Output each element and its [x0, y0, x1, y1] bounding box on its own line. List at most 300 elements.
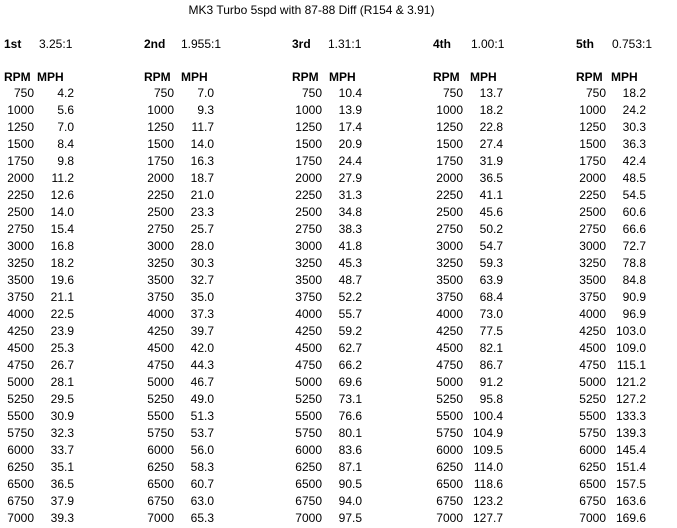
- table-row: [144, 255, 274, 272]
- table-row: [433, 476, 563, 493]
- table-row: [144, 323, 274, 340]
- mph-value: 4.2: [57, 86, 74, 100]
- table-row: [576, 391, 677, 408]
- rpm-value: 6500: [7, 477, 34, 491]
- table-row: [292, 272, 422, 289]
- mph-value: 54.5: [622, 188, 646, 202]
- gear-ratio: 1.955:1: [181, 37, 222, 51]
- rpm-value: 5000: [7, 375, 34, 389]
- mph-value: 91.2: [479, 375, 503, 389]
- rpm-value: 1500: [579, 137, 606, 151]
- rpm-value: 750: [585, 86, 606, 100]
- rpm-value: 1000: [436, 103, 463, 117]
- table-row: [576, 187, 677, 204]
- table-row: [433, 119, 563, 136]
- table-row: [144, 136, 274, 153]
- mph-header: MPH: [611, 70, 638, 84]
- table-row: [576, 102, 677, 119]
- mph-value: 39.3: [50, 511, 74, 525]
- rpm-value: 4500: [295, 341, 322, 355]
- rpm-value: 2750: [436, 222, 463, 236]
- mph-value: 45.3: [338, 256, 362, 270]
- rpm-value: 2250: [147, 188, 174, 202]
- gear-column-4th: [433, 37, 563, 527]
- table-row: [433, 323, 563, 340]
- gear-ratio: 1.31:1: [328, 37, 362, 51]
- rpm-value: 4750: [579, 358, 606, 372]
- mph-value: 22.8: [479, 120, 503, 134]
- column-headers: [576, 70, 677, 84]
- rpm-value: 5750: [7, 426, 34, 440]
- rpm-value: 2000: [295, 171, 322, 185]
- table-row: [576, 357, 677, 374]
- table-row: [144, 119, 274, 136]
- table-row: [144, 306, 274, 323]
- table-row: [433, 493, 563, 510]
- table-row: [144, 272, 274, 289]
- table-row: [576, 272, 677, 289]
- mph-value: 100.4: [472, 409, 503, 423]
- mph-value: 18.7: [190, 171, 214, 185]
- table-row: [4, 272, 134, 289]
- mph-value: 90.5: [338, 477, 362, 491]
- rpm-value: 1250: [147, 120, 174, 134]
- mph-value: 115.1: [616, 358, 646, 372]
- mph-value: 50.2: [479, 222, 503, 236]
- table-row: [576, 306, 677, 323]
- rpm-value: 6750: [7, 494, 34, 508]
- rpm-value: 5500: [295, 409, 322, 423]
- rpm-value: 6000: [579, 443, 606, 457]
- table-row: [4, 85, 134, 102]
- table-row: [292, 119, 422, 136]
- table-row: [292, 374, 422, 391]
- mph-value: 76.6: [338, 409, 362, 423]
- table-row: [4, 221, 134, 238]
- rpm-value: 3250: [7, 256, 34, 270]
- mph-value: 13.9: [338, 103, 362, 117]
- table-row: [433, 374, 563, 391]
- rpm-value: 2000: [7, 171, 34, 185]
- table-row: [292, 187, 422, 204]
- mph-value: 32.3: [50, 426, 74, 440]
- table-row: [292, 221, 422, 238]
- rpm-value: 1000: [7, 103, 34, 117]
- gear-heading: [433, 37, 563, 51]
- gear-heading: [576, 37, 677, 51]
- mph-value: 163.6: [615, 494, 646, 508]
- table-row: [433, 170, 563, 187]
- rpm-value: 1500: [147, 137, 174, 151]
- table-row: [4, 408, 134, 425]
- mph-value: 65.3: [190, 511, 214, 525]
- rpm-value: 750: [13, 86, 34, 100]
- table-row: [4, 255, 134, 272]
- rpm-value: 5500: [579, 409, 606, 423]
- page-title: [0, 3, 677, 17]
- rpm-value: 6500: [579, 477, 606, 491]
- mph-value: 31.9: [479, 154, 503, 168]
- mph-value: 96.9: [622, 307, 646, 321]
- table-row: [4, 170, 134, 187]
- rpm-value: 5000: [147, 375, 174, 389]
- rpm-header: RPM: [576, 70, 603, 84]
- rpm-value: 3000: [147, 239, 174, 253]
- table-row: [144, 374, 274, 391]
- mph-value: 56.0: [190, 443, 214, 457]
- rpm-value: 1000: [579, 103, 606, 117]
- mph-value: 8.4: [57, 137, 74, 151]
- rpm-value: 5000: [579, 375, 606, 389]
- rpm-value: 1500: [436, 137, 463, 151]
- mph-value: 37.9: [50, 494, 74, 508]
- mph-value: 28.1: [50, 375, 74, 389]
- table-row: [4, 136, 134, 153]
- mph-value: 169.6: [615, 511, 646, 525]
- mph-value: 30.3: [190, 256, 214, 270]
- rpm-value: 5250: [7, 392, 34, 406]
- rpm-value: 5250: [295, 392, 322, 406]
- mph-value: 145.4: [615, 443, 646, 457]
- rpm-value: 4500: [579, 341, 606, 355]
- mph-value: 104.9: [472, 426, 503, 440]
- table-row: [4, 204, 134, 221]
- mph-value: 24.2: [622, 103, 646, 117]
- rpm-value: 3750: [295, 290, 322, 304]
- rpm-value: 5000: [295, 375, 322, 389]
- table-row: [144, 221, 274, 238]
- table-row: [292, 102, 422, 119]
- mph-value: 46.7: [190, 375, 214, 389]
- rpm-value: 3250: [436, 256, 463, 270]
- mph-value: 60.6: [622, 205, 646, 219]
- table-row: [144, 510, 274, 527]
- mph-value: 30.3: [622, 120, 646, 134]
- rpm-value: 4250: [7, 324, 34, 338]
- mph-value: 118.6: [473, 477, 503, 491]
- mph-value: 58.3: [190, 460, 214, 474]
- rpm-value: 3000: [436, 239, 463, 253]
- table-row: [576, 204, 677, 221]
- rpm-value: 750: [301, 86, 322, 100]
- table-row: [292, 459, 422, 476]
- mph-value: 114.0: [473, 460, 503, 474]
- table-row: [576, 153, 677, 170]
- gear-ratio: 1.00:1: [471, 37, 505, 51]
- table-row: [4, 153, 134, 170]
- gear-heading: [292, 37, 422, 51]
- column-headers: [144, 70, 274, 84]
- rpm-value: 1500: [7, 137, 34, 151]
- rpm-value: 6000: [7, 443, 34, 457]
- table-row: [433, 459, 563, 476]
- mph-value: 16.3: [190, 154, 214, 168]
- table-row: [433, 187, 563, 204]
- mph-value: 25.7: [190, 222, 214, 236]
- rpm-value: 2000: [436, 171, 463, 185]
- rpm-value: 6500: [295, 477, 322, 491]
- rpm-value: 4000: [7, 307, 34, 321]
- rpm-value: 2250: [7, 188, 34, 202]
- mph-value: 24.4: [338, 154, 362, 168]
- rpm-value: 6000: [436, 443, 463, 457]
- table-row: [144, 204, 274, 221]
- rpm-value: 2500: [7, 205, 34, 219]
- gear-name: 4th: [433, 37, 451, 51]
- mph-value: 73.1: [338, 392, 362, 406]
- rpm-value: 3250: [295, 256, 322, 270]
- mph-value: 39.7: [190, 324, 214, 338]
- column-headers: [292, 70, 422, 84]
- mph-value: 18.2: [622, 86, 646, 100]
- rpm-value: 6500: [147, 477, 174, 491]
- table-row: [144, 289, 274, 306]
- mph-value: 13.7: [479, 86, 503, 100]
- table-row: [576, 340, 677, 357]
- mph-value: 77.5: [479, 324, 503, 338]
- rpm-value: 2500: [295, 205, 322, 219]
- rpm-value: 1000: [295, 103, 322, 117]
- table-row: [576, 255, 677, 272]
- rpm-value: 1750: [147, 154, 174, 168]
- table-row: [144, 408, 274, 425]
- mph-value: 9.8: [57, 154, 74, 168]
- rpm-value: 3500: [436, 273, 463, 287]
- rpm-value: 1250: [295, 120, 322, 134]
- mph-value: 42.4: [622, 154, 646, 168]
- gear-heading: [4, 37, 134, 51]
- mph-value: 26.7: [50, 358, 74, 372]
- rpm-value: 4750: [7, 358, 34, 372]
- mph-value: 12.6: [50, 188, 74, 202]
- mph-value: 66.6: [622, 222, 646, 236]
- mph-value: 69.6: [338, 375, 362, 389]
- mph-value: 18.2: [479, 103, 503, 117]
- table-row: [433, 408, 563, 425]
- table-row: [144, 442, 274, 459]
- rpm-value: 5500: [147, 409, 174, 423]
- table-row: [433, 391, 563, 408]
- table-row: [292, 340, 422, 357]
- table-row: [144, 85, 274, 102]
- rpm-value: 4000: [579, 307, 606, 321]
- rpm-value: 1750: [7, 154, 34, 168]
- mph-value: 11.7: [191, 120, 214, 134]
- rpm-value: 1250: [7, 120, 34, 134]
- rpm-value: 4500: [147, 341, 174, 355]
- mph-value: 28.0: [190, 239, 214, 253]
- table-row: [4, 323, 134, 340]
- mph-value: 36.5: [50, 477, 74, 491]
- rpm-value: 2500: [579, 205, 606, 219]
- mph-value: 21.0: [190, 188, 214, 202]
- rpm-value: 1250: [436, 120, 463, 134]
- rpm-value: 3500: [295, 273, 322, 287]
- gear-name: 2nd: [144, 37, 166, 51]
- mph-value: 7.0: [197, 86, 214, 100]
- table-row: [292, 170, 422, 187]
- rpm-value: 6750: [436, 494, 463, 508]
- mph-value: 95.8: [479, 392, 503, 406]
- table-row: [576, 85, 677, 102]
- rpm-value: 6250: [579, 460, 606, 474]
- rpm-value: 4250: [579, 324, 606, 338]
- table-row: [144, 102, 274, 119]
- rpm-value: 4000: [436, 307, 463, 321]
- mph-value: 59.3: [479, 256, 503, 270]
- table-row: [4, 442, 134, 459]
- table-row: [576, 221, 677, 238]
- rpm-value: 3500: [579, 273, 606, 287]
- mph-value: 15.4: [50, 222, 74, 236]
- table-row: [4, 391, 134, 408]
- mph-value: 41.8: [338, 239, 362, 253]
- mph-value: 45.6: [479, 205, 503, 219]
- mph-value: 18.2: [50, 256, 74, 270]
- table-row: [292, 510, 422, 527]
- table-row: [4, 459, 134, 476]
- table-row: [4, 289, 134, 306]
- rpm-value: 3750: [579, 290, 606, 304]
- mph-value: 14.0: [50, 205, 74, 219]
- table-row: [144, 170, 274, 187]
- rpm-value: 5750: [147, 426, 174, 440]
- table-row: [144, 391, 274, 408]
- rpm-value: 5250: [579, 392, 606, 406]
- table-row: [433, 272, 563, 289]
- table-row: [576, 170, 677, 187]
- table-row: [433, 221, 563, 238]
- title-text: MK3 Turbo 5spd with 87-88 Diff (R154 & 3.91): [188, 3, 435, 17]
- table-row: [144, 187, 274, 204]
- mph-value: 63.9: [479, 273, 503, 287]
- table-row: [576, 510, 677, 527]
- table-row: [433, 442, 563, 459]
- mph-value: 86.7: [479, 358, 503, 372]
- rpm-value: 6500: [436, 477, 463, 491]
- rpm-value: 4750: [295, 358, 322, 372]
- mph-value: 44.3: [190, 358, 214, 372]
- table-row: [4, 510, 134, 527]
- table-row: [576, 442, 677, 459]
- table-row: [433, 425, 563, 442]
- mph-value: 9.3: [197, 103, 214, 117]
- rpm-value: 6250: [7, 460, 34, 474]
- mph-header: MPH: [37, 70, 64, 84]
- table-row: [4, 306, 134, 323]
- mph-value: 90.9: [622, 290, 646, 304]
- mph-value: 127.2: [615, 392, 646, 406]
- rpm-value: 6250: [295, 460, 322, 474]
- table-row: [4, 425, 134, 442]
- mph-value: 62.7: [338, 341, 362, 355]
- mph-value: 109.5: [472, 443, 503, 457]
- table-row: [292, 357, 422, 374]
- table-row: [292, 493, 422, 510]
- rpm-value: 4250: [147, 324, 174, 338]
- table-row: [4, 340, 134, 357]
- table-row: [4, 238, 134, 255]
- mph-value: 103.0: [615, 324, 646, 338]
- mph-value: 20.9: [338, 137, 362, 151]
- rpm-value: 2000: [147, 171, 174, 185]
- mph-value: 42.0: [190, 341, 214, 355]
- rpm-value: 750: [442, 86, 463, 100]
- table-row: [433, 136, 563, 153]
- mph-value: 11.2: [51, 171, 74, 185]
- table-row: [292, 85, 422, 102]
- table-row: [144, 476, 274, 493]
- gear-heading: [144, 37, 274, 51]
- rpm-value: 4000: [147, 307, 174, 321]
- mph-value: 55.7: [338, 307, 362, 321]
- table-row: [576, 136, 677, 153]
- mph-value: 80.1: [338, 426, 362, 440]
- rpm-value: 4000: [295, 307, 322, 321]
- table-row: [576, 323, 677, 340]
- table-row: [292, 442, 422, 459]
- mph-value: 36.5: [479, 171, 503, 185]
- rpm-value: 2750: [147, 222, 174, 236]
- table-row: [576, 425, 677, 442]
- rpm-value: 4500: [436, 341, 463, 355]
- mph-value: 35.0: [190, 290, 214, 304]
- table-row: [4, 102, 134, 119]
- gear-column-3rd: [292, 37, 422, 527]
- rpm-value: 2250: [579, 188, 606, 202]
- table-row: [144, 153, 274, 170]
- rpm-value: 4750: [147, 358, 174, 372]
- rpm-value: 4750: [436, 358, 463, 372]
- mph-value: 83.6: [338, 443, 362, 457]
- table-row: [292, 476, 422, 493]
- rpm-value: 3000: [295, 239, 322, 253]
- mph-value: 49.0: [190, 392, 214, 406]
- rpm-value: 4500: [7, 341, 34, 355]
- rpm-value: 5750: [295, 426, 322, 440]
- rpm-value: 7000: [436, 511, 463, 525]
- table-row: [144, 459, 274, 476]
- rpm-value: 1500: [295, 137, 322, 151]
- mph-value: 23.3: [190, 205, 214, 219]
- table-row: [433, 357, 563, 374]
- table-row: [576, 119, 677, 136]
- rpm-value: 1750: [295, 154, 322, 168]
- mph-value: 121.2: [615, 375, 646, 389]
- mph-value: 60.7: [190, 477, 214, 491]
- table-row: [292, 153, 422, 170]
- mph-value: 51.3: [190, 409, 214, 423]
- mph-value: 35.1: [50, 460, 74, 474]
- mph-value: 34.8: [338, 205, 362, 219]
- mph-value: 25.3: [50, 341, 74, 355]
- table-row: [144, 357, 274, 374]
- table-row: [433, 255, 563, 272]
- mph-value: 10.4: [338, 86, 362, 100]
- table-row: [292, 289, 422, 306]
- table-row: [292, 136, 422, 153]
- mph-value: 27.4: [479, 137, 503, 151]
- table-row: [292, 408, 422, 425]
- rpm-value: 6000: [295, 443, 322, 457]
- mph-header: MPH: [470, 70, 497, 84]
- gear-name: 5th: [576, 37, 594, 51]
- rpm-value: 7000: [7, 511, 34, 525]
- mph-header: MPH: [181, 70, 208, 84]
- rpm-value: 7000: [295, 511, 322, 525]
- mph-value: 5.6: [57, 103, 74, 117]
- rpm-value: 3250: [147, 256, 174, 270]
